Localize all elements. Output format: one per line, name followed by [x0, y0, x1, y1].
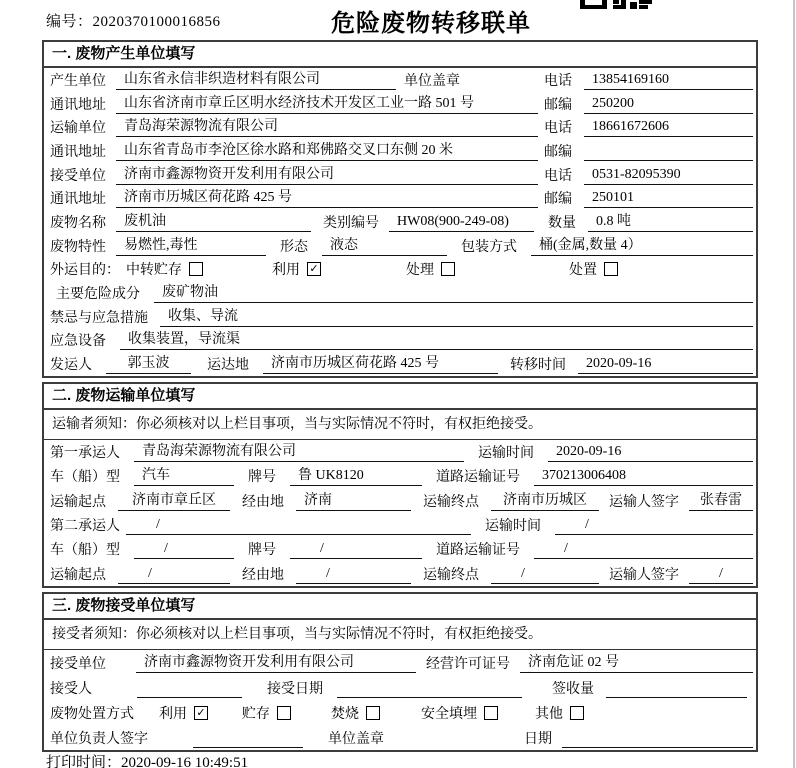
- zip-label: 邮编: [544, 144, 572, 160]
- checkbox-icon: [441, 262, 455, 276]
- plate-value: 鲁 UK8120: [290, 466, 422, 486]
- carrier-sign-value: 张春雷: [689, 491, 753, 511]
- unit-seal-label: 单位盖章: [404, 73, 460, 89]
- taboo-label: 禁忌与应急措施: [50, 310, 148, 326]
- print-time-label: 打印时间：: [46, 755, 122, 768]
- via-value: 济南: [296, 491, 411, 511]
- purpose-option-transfer-storage: [126, 259, 203, 279]
- disposal-option-store: [242, 703, 291, 723]
- checkbox-icon: [570, 706, 584, 720]
- producer-label: 产生单位: [50, 73, 106, 89]
- vehicle-type-label: 车（船）型: [50, 470, 120, 486]
- destination-label: 运达地: [207, 358, 249, 374]
- responsible-sign-value: [193, 728, 303, 748]
- producer-phone-value: 13854169160: [584, 70, 753, 90]
- plate-label: 牌号: [248, 543, 276, 559]
- waste-name-row: [44, 210, 756, 234]
- date-label: 日期: [524, 731, 552, 747]
- endpoint-value: 济南市历城区: [491, 491, 599, 511]
- consignor-value: 郭玉波: [106, 354, 191, 374]
- quantity-value: 0.8 吨: [588, 212, 753, 232]
- phone-label: 电话: [544, 121, 572, 137]
- transport-time-value: 2020-09-16: [548, 442, 753, 462]
- checkbox-icon: [189, 262, 203, 276]
- zip-label: 邮编: [544, 192, 572, 208]
- transport-time-label: 运输时间: [478, 446, 534, 462]
- category-label: 类别编号: [323, 215, 379, 231]
- endpoint-label: 运输终点: [423, 494, 479, 510]
- waste-character-row: [44, 234, 756, 258]
- receiving-date-label: 接受日期: [267, 681, 323, 697]
- phone-label: 电话: [544, 168, 572, 184]
- receiver-address-value: 济南市历城区荷花路 425 号: [116, 188, 538, 208]
- responsible-sign-label: 单位负责人签字: [50, 731, 148, 747]
- quantity-label: 数量: [548, 215, 576, 231]
- waste-name-label: 废物名称: [50, 215, 106, 231]
- carrier-sign-label: 运输人签字: [609, 567, 679, 583]
- option-label: 处置: [569, 263, 597, 279]
- responsible-sign-row: [44, 725, 756, 750]
- producer-row: [44, 68, 756, 92]
- option-label: 处理: [406, 263, 434, 279]
- carrier1-label: 第一承运人: [50, 446, 120, 462]
- option-label: 安全填埋: [421, 706, 477, 722]
- option-label: 其他: [535, 706, 563, 722]
- purpose-option-treat: [406, 259, 455, 279]
- producer-address-row: [44, 92, 756, 116]
- vehicle-type-value: 汽车: [134, 466, 234, 486]
- purpose-row: [44, 258, 756, 282]
- transporter-notice: 运输者须知：你必须核对以上栏目事项，当与实际情况不符时，有权拒绝接受。: [44, 410, 756, 440]
- receiver-label: 接受单位: [50, 168, 106, 184]
- road-permit-value: 370213006408: [534, 466, 753, 486]
- section2-title: 二. 废物运输单位填写: [44, 384, 756, 410]
- section-transporter: [42, 382, 758, 588]
- hazard-row: [44, 281, 756, 305]
- waste-name-value: 废机油: [116, 212, 311, 232]
- receiving-unit-row: [44, 650, 756, 675]
- transporter-value: 青岛海荣源物流有限公司: [116, 117, 538, 137]
- purpose-option-utilize: [272, 259, 321, 279]
- option-label: 利用: [159, 706, 187, 722]
- form-label: 形态: [280, 239, 308, 255]
- transporter-address-value: 山东省青岛市李沧区徐水路和郑佛路交叉口东侧 20 米: [116, 141, 538, 161]
- purpose-option-dispose: [569, 259, 618, 279]
- origin-value: 济南市章丘区: [118, 491, 230, 511]
- unit-seal-label: 单位盖章: [328, 731, 384, 747]
- checkbox-icon: [366, 706, 380, 720]
- document-number: [46, 10, 221, 31]
- section3-title: 三. 废物接受单位填写: [44, 594, 756, 620]
- transporter-address-row: [44, 139, 756, 163]
- packing-label: 包装方式: [461, 239, 517, 255]
- vehicle-type2-value: /: [134, 539, 234, 559]
- endpoint-label: 运输终点: [423, 567, 479, 583]
- disposal-option-incinerate: [331, 703, 380, 723]
- receiving-unit-value: 济南市鑫源物资开发利用有限公司: [136, 653, 416, 673]
- checkbox-icon: [277, 706, 291, 720]
- page-title: 危险废物转移联单: [331, 10, 531, 37]
- category-value: HW08(900-249-08): [389, 212, 534, 232]
- section-receiver: [42, 592, 758, 752]
- transporter-row: [44, 115, 756, 139]
- option-label: 贮存: [242, 706, 270, 722]
- transporter-label: 运输单位: [50, 121, 106, 137]
- road-permit2-value: /: [534, 539, 753, 559]
- transporter-zip-value: [584, 141, 753, 161]
- disposal-label: 废物处置方式: [50, 706, 134, 722]
- carrier-sign-label: 运输人签字: [609, 494, 679, 510]
- receiver-address-row: [44, 186, 756, 210]
- carrier2-row: [44, 513, 756, 537]
- phone-label: 电话: [544, 73, 572, 89]
- vehicle1-row: [44, 464, 756, 488]
- print-time-value: 2020-09-16 10:49:51: [121, 755, 249, 768]
- waste-character-label: 废物特性: [50, 239, 106, 255]
- received-amount-label: 签收量: [552, 681, 594, 697]
- document-number-value: 2020370100016856: [92, 14, 221, 30]
- origin-label: 运输起点: [50, 494, 106, 510]
- checkbox-checked-icon: [307, 262, 321, 276]
- receiving-person-row: [44, 675, 756, 700]
- origin-label: 运输起点: [50, 567, 106, 583]
- transfer-date-value: 2020-09-16: [578, 354, 753, 374]
- via2-value: /: [296, 564, 411, 584]
- vehicle2-row: [44, 537, 756, 561]
- transfer-date-label: 转移时间: [510, 358, 566, 374]
- receiver-notice: 接受者须知：你必须核对以上栏目事项，当与实际情况不符时，有权拒绝接受。: [44, 620, 756, 650]
- checkbox-checked-icon: [194, 706, 208, 720]
- equipment-label: 应急设备: [50, 334, 106, 350]
- address-label: 通讯地址: [50, 192, 106, 208]
- date-value: [562, 728, 753, 748]
- carrier1-row: [44, 440, 756, 464]
- endpoint2-value: /: [491, 564, 599, 584]
- consignor-label: 发运人: [50, 358, 92, 374]
- receiver-value: 济南市鑫源物资开发利用有限公司: [116, 165, 538, 185]
- carrier2-label: 第二承运人: [50, 519, 120, 535]
- transporter-phone-value: 18661672606: [584, 117, 753, 137]
- route1-row: [44, 489, 756, 513]
- packing-value: 桶(金属,数量 4）: [531, 236, 753, 256]
- hazard-label: 主要危险成分: [56, 287, 140, 303]
- plate-label: 牌号: [248, 470, 276, 486]
- receiving-person-value: [137, 678, 242, 698]
- checkbox-icon: [484, 706, 498, 720]
- carrier1-value: 青岛海荣源物流有限公司: [134, 442, 464, 462]
- receiving-date-value: [337, 678, 522, 698]
- address-label: 通讯地址: [50, 97, 106, 113]
- destination-value: 济南市历城区荷花路 425 号: [263, 354, 498, 374]
- address-label: 通讯地址: [50, 144, 106, 160]
- route2-row: [44, 562, 756, 586]
- license-label: 经营许可证号: [426, 656, 510, 672]
- print-time: [46, 751, 248, 768]
- scan-edge-line: [793, 0, 795, 768]
- via-label: 经由地: [242, 567, 284, 583]
- origin2-value: /: [118, 564, 230, 584]
- producer-address-value: 山东省济南市章丘区明水经济技术开发区工业一路 501 号: [116, 94, 538, 114]
- disposal-option-other: [535, 703, 584, 723]
- disposal-row: [44, 700, 756, 725]
- waste-character-value: 易燃性,毒性: [116, 236, 266, 256]
- plate2-value: /: [290, 539, 422, 559]
- form-value: 液态: [322, 236, 447, 256]
- section-producer: [42, 40, 758, 378]
- carrier2-value: /: [126, 515, 471, 535]
- checkbox-icon: [604, 262, 618, 276]
- transport-time-label: 运输时间: [485, 519, 541, 535]
- receiving-unit-label: 接受单位: [50, 656, 106, 672]
- taboo-value: 收集、导流: [160, 307, 753, 327]
- license-value: 济南危证 02 号: [520, 653, 753, 673]
- document-number-label: 编号：: [46, 14, 93, 30]
- taboo-row: [44, 305, 756, 329]
- receiver-phone-value: 0531-82095390: [584, 165, 753, 185]
- producer-value: 山东省永信非织造材料有限公司: [116, 70, 396, 90]
- section1-title: 一. 废物产生单位填写: [44, 42, 756, 68]
- purpose-label: 外运目的：: [50, 263, 120, 279]
- received-amount-value: [606, 678, 747, 698]
- qr-code-cropped-icon: [580, 0, 652, 9]
- carrier-sign2-value: /: [689, 564, 753, 584]
- zip-label: 邮编: [544, 97, 572, 113]
- receiving-person-label: 接受人: [50, 681, 92, 697]
- vehicle-type-label: 车（船）型: [50, 543, 120, 559]
- receiver-zip-value: 250101: [584, 188, 753, 208]
- consignor-row: [44, 352, 756, 376]
- equipment-value: 收集装置，导流渠: [120, 330, 753, 350]
- transport-time2-value: /: [555, 515, 753, 535]
- disposal-option-landfill: [421, 703, 498, 723]
- road-permit-label: 道路运输证号: [436, 470, 520, 486]
- receiver-row: [44, 163, 756, 187]
- hazard-value: 废矿物油: [154, 283, 753, 303]
- option-label: 利用: [272, 263, 300, 279]
- via-label: 经由地: [242, 494, 284, 510]
- equipment-row: [44, 329, 756, 353]
- option-label: 焚烧: [331, 706, 359, 722]
- road-permit-label: 道路运输证号: [436, 543, 520, 559]
- producer-zip-value: 250200: [584, 94, 753, 114]
- disposal-option-utilize: [159, 703, 208, 723]
- option-label: 中转贮存: [126, 263, 182, 279]
